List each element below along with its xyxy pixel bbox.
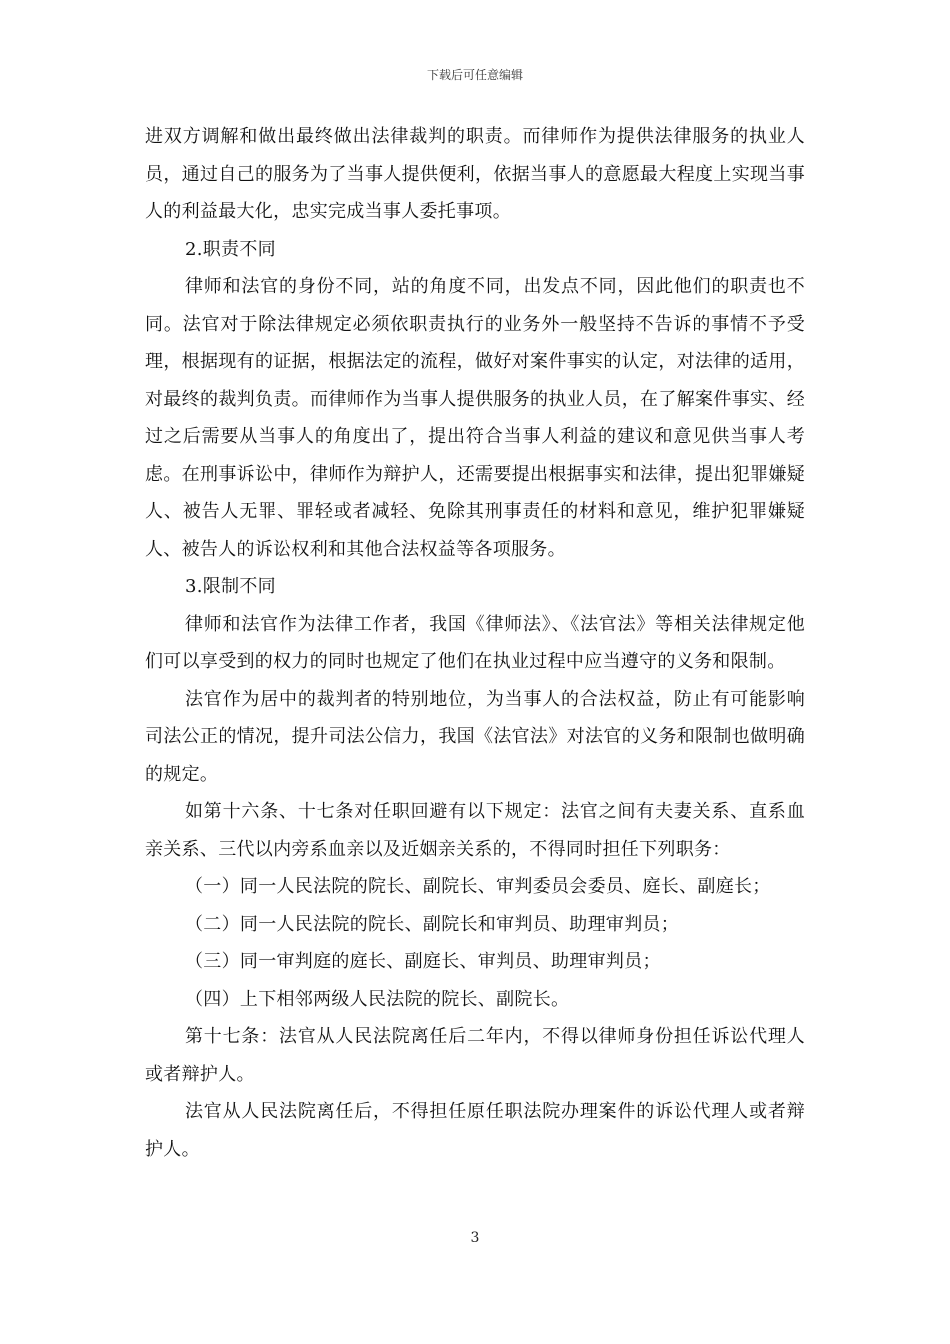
list-item: （二）同一人民法院的院长、副院长和审判员、助理审判员；	[185, 913, 680, 935]
paragraph: 第十七条：法官从人民法院离任后二年内，不得以律师身份担任诉讼代理人或者辩护人。	[145, 1026, 805, 1085]
paragraph: 法官作为居中的裁判者的特别地位，为当事人的合法权益，防止有可能影响司法公正的情况，提升司法公信力，我国《法官法》对法官的义务和限制也做明确的规定。	[145, 688, 805, 785]
list-item: （四）上下相邻两级人民法院的院长、副院长。	[185, 988, 570, 1010]
paragraph: 律师和法官作为法律工作者，我国《律师法》、《法官法》等相关法律规定他们可以享受到的权力的同时也规定了他们在执业过程中应当遵守的义务和限制。	[145, 613, 805, 672]
section-heading: 3.限制不同	[185, 576, 276, 597]
document-body	[145, 118, 805, 1168]
paragraph: 律师和法官的身份不同，站的角度不同，出发点不同，因此他们的职责也不同。法官对于除法律规定必须依职责执行的业务外一般坚持不告诉的事情不予受理，根据现有的证据，根据法定的流程，做好对案件事实的认定，对法律的适用，对最终的裁判负责。而律师作为当事人提供服务的执业人员，在了解案件事实、经过之后需要从当事人的角度出了，提出符合当事人利益的建议和意见供当事人考虑。在刑事诉讼中，律师作为辩护人，还需要提出根据事实和法律，提出犯罪嫌疑人、被告人无罪、罪轻或者减轻、免除其刑事责任的材料和意见，维护犯罪嫌疑人、被告人的诉讼权利和其他合法权益等各项服务。	[145, 276, 805, 560]
list-item: （三）同一审判庭的庭长、副庭长、审判员、助理审判员；	[185, 951, 661, 972]
page-header: 下载后可任意编辑	[426, 68, 523, 82]
page-number: 3	[470, 1230, 480, 1246]
paragraph: 进双方调解和做出最终做出法律裁判的职责。而律师作为提供法律服务的执业人员，通过自己的服务为了当事人提供便利，依据当事人的意愿最大程度上实现当事人的利益最大化，忠实完成当事人委托事项。	[145, 126, 805, 222]
list-item: （一）同一人民法院的院长、副院长、审判委员会委员、庭长、副庭长；	[185, 876, 771, 897]
paragraph: 法官从人民法院离任后，不得担任原任职法院办理案件的诉讼代理人或者辩护人。	[145, 1101, 805, 1160]
paragraph: 如第十六条、十七条对任职回避有以下规定：法官之间有夫妻关系、直系血亲关系、三代以内旁系血亲以及近姻亲关系的，不得同时担任下列职务：	[145, 801, 805, 860]
section-heading: 2.职责不同	[185, 238, 276, 260]
